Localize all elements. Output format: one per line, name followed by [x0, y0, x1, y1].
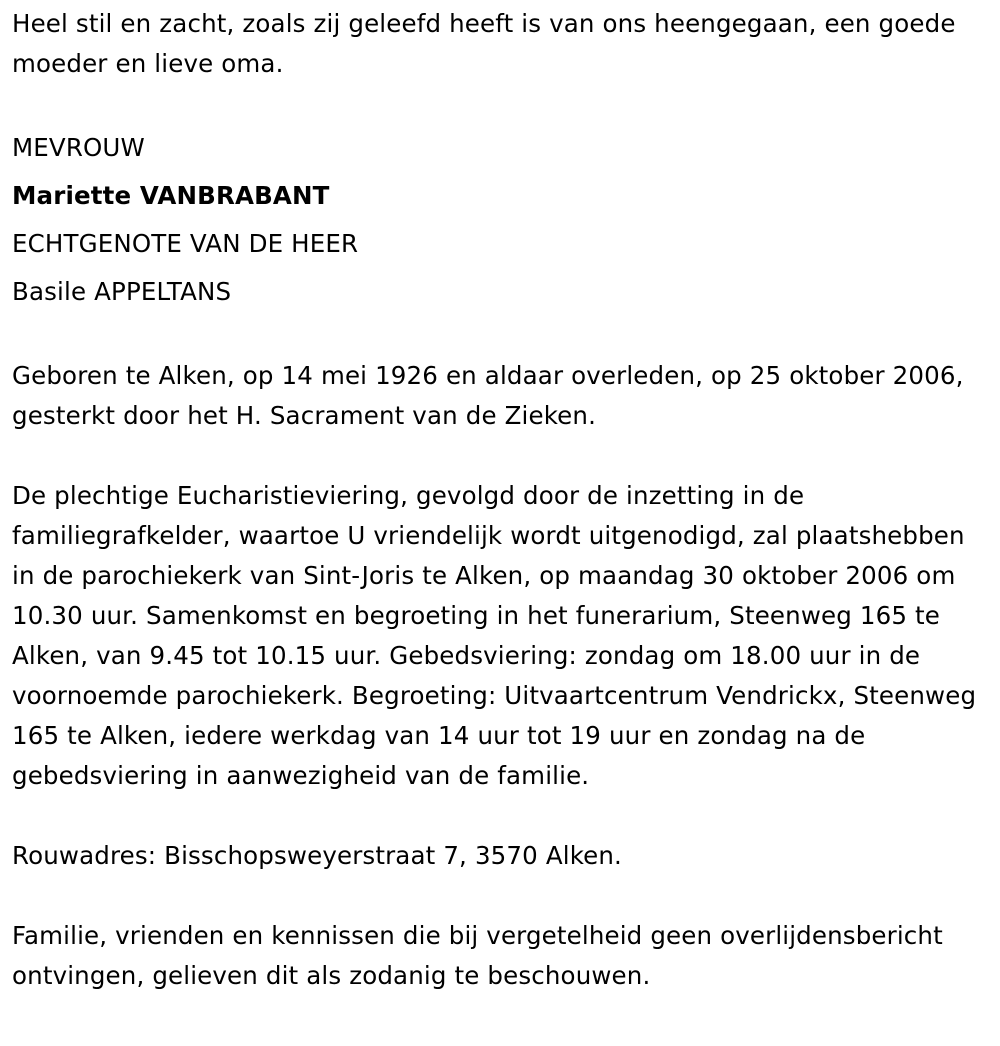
closing-paragraph: Familie, vrienden en kennissen die bij vergetelheid geen overlijdensbericht ontvingen, gelieven dit als zodanig te beschouwen. — [12, 921, 943, 990]
obituary-notice — [12, 4, 987, 996]
birth-death-paragraph: Geboren te Alken, op 14 mei 1926 en aldaar overleden, op 25 oktober 2006, gesterkt door het H. Sacrament van de Zieken. — [12, 361, 964, 430]
intro-paragraph: Heel stil en zacht, zoals zij geleefd heeft is van ons heengegaan, een goede moeder en lieve oma. — [12, 9, 956, 78]
spacer — [12, 84, 987, 124]
spacer — [12, 436, 987, 476]
spacer — [12, 316, 987, 356]
spouse-name: Basile APPELTANS — [12, 277, 232, 306]
address-paragraph: Rouwadres: Bisschopsweyerstraat 7, 3570 Alken. — [12, 841, 622, 870]
deceased-name: Mariette VANBRABANT — [12, 181, 330, 210]
ceremony-paragraph: De plechtige Eucharistieviering, gevolgd door de inzetting in de familiegrafkelder, waartoe U vriendelijk wordt uitgenodigd, zal plaatshebben in de parochiekerk van Sint-Joris te Alken, op maandag 30 oktober 2006 om 10.30 uur. Samenkomst en begroeting in het funerarium, Steenweg 165 te Alken, van 9.45 tot 10.15 uur. Gebedsviering: zondag om 18.00 uur in de voornoemde parochiekerk. Begroeting: Uitvaartcentrum Vendrickx, Steenweg 165 te Alken, iedere werkdag van 14 uur tot 19 uur en zondag na de gebedsviering in aanwezigheid van de familie. — [12, 481, 977, 790]
spacer — [12, 876, 987, 916]
title-label: MEVROUW — [12, 133, 145, 162]
spacer — [12, 796, 987, 836]
spouse-label: ECHTGENOTE VAN DE HEER — [12, 229, 359, 258]
